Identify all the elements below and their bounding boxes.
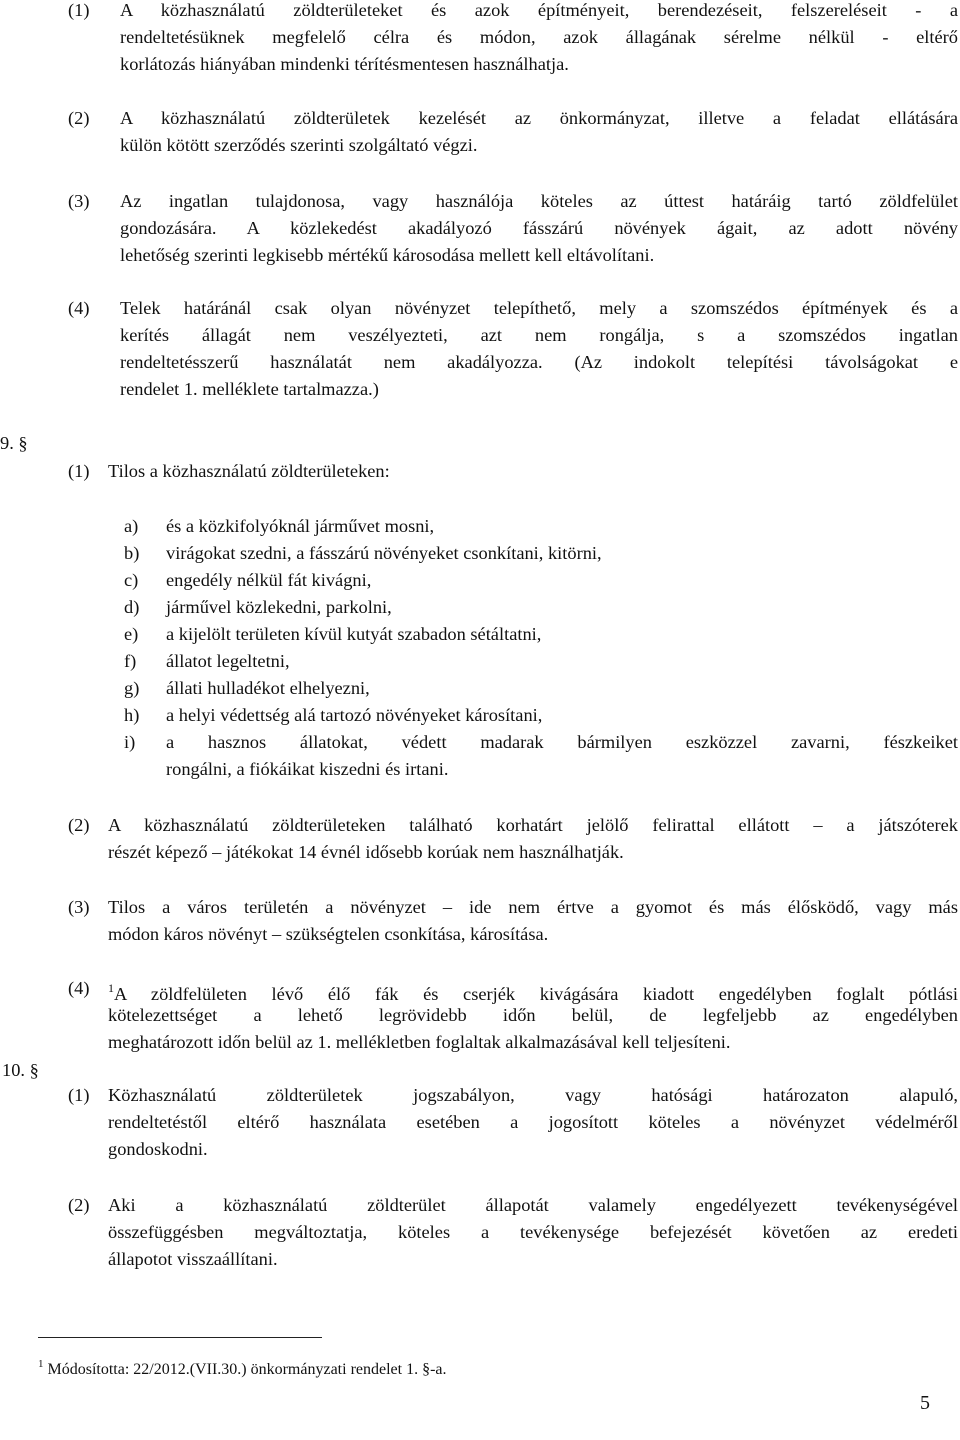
paragraph-number: (2) bbox=[68, 815, 90, 835]
list-text: járművel közlekedni, parkolni, bbox=[166, 597, 392, 617]
text-line: rendeltetéstől eltérő használata esetében a jogosított köteles a növényzet védelméről bbox=[108, 1112, 958, 1132]
paragraph-number: (1) bbox=[68, 1085, 90, 1105]
list-text: a hasznos állatokat, védett madarak bármilyen eszközzel zavarni, fészkeiket bbox=[166, 732, 958, 752]
paragraph-number: (3) bbox=[68, 191, 90, 211]
text-line: részét képező – játékokat 14 évnél idősebb korúak nem használhatják. bbox=[108, 842, 624, 862]
list-text-continued: rongálni, a fiókáikat kiszedni és irtani. bbox=[166, 759, 449, 779]
list-label: c) bbox=[124, 570, 139, 590]
text-line: A közhasználatú zöldterületeken található korhatárt jelölő felirattal ellátott – a játszóterek bbox=[108, 815, 958, 835]
text-line: A közhasználatú zöldterületek kezelését az önkormányzat, illetve a feladat ellátására bbox=[120, 108, 958, 128]
list-text: és a közkifolyóknál járművet mosni, bbox=[166, 516, 435, 536]
list-text: állatot legeltetni, bbox=[166, 651, 290, 671]
text-line: Aki a közhasználatú zöldterület állapotát valamely engedélyezett tevékenységével bbox=[108, 1195, 958, 1215]
text-line: rendeltetésszerű használatát nem akadályozza. (Az indokolt telepítési távolságokat e bbox=[120, 352, 958, 372]
text-line-with-ref bbox=[108, 975, 958, 1002]
footnote-divider bbox=[38, 1337, 322, 1338]
list-label: f) bbox=[124, 651, 137, 671]
list-text: a helyi védettség alá tartozó növényeket károsítani, bbox=[166, 705, 543, 725]
list-label: a) bbox=[124, 516, 139, 536]
paragraph-number: (3) bbox=[68, 897, 90, 917]
text-line: Tilos a közhasználatú zöldterületeken: bbox=[108, 461, 390, 481]
text-line: összefüggésben megváltoztatja, köteles a tevékenysége befejezését követően az eredeti bbox=[108, 1222, 958, 1242]
footnote bbox=[38, 1354, 447, 1380]
text-line: Tilos a város területén a növényzet – ide nem értve a gyomot és más élősködő, vagy más bbox=[108, 897, 958, 917]
paragraph-10-2 bbox=[68, 1192, 958, 1273]
list-text: engedély nélkül fát kivágni, bbox=[166, 570, 372, 590]
text-line: állapotot visszaállítani. bbox=[108, 1249, 278, 1269]
section-number-10: 10. § bbox=[2, 1060, 39, 1080]
text-line: A zöldfelületen lévő élő fák és cserjék kivágására kiadott engedélyben foglalt pótlási bbox=[114, 984, 958, 1004]
paragraph-9-1 bbox=[68, 458, 958, 485]
list-label: h) bbox=[124, 705, 140, 725]
footnote-mark: 1 bbox=[38, 1358, 44, 1370]
paragraph-number: (2) bbox=[68, 1195, 90, 1215]
list-item bbox=[124, 729, 958, 783]
paragraph-9-2 bbox=[68, 812, 958, 866]
paragraph-number: (4) bbox=[68, 978, 90, 998]
paragraph-9-3 bbox=[68, 894, 958, 948]
footnote-text: Módosította: 22/2012.(VII.30.) önkormányzati rendelet 1. §-a. bbox=[47, 1361, 447, 1378]
footnote-reference[interactable]: 1 bbox=[108, 981, 114, 995]
section-number-9: 9. § bbox=[0, 433, 28, 453]
text-line: külön kötött szerződés szerinti szolgáltató végzi. bbox=[120, 135, 478, 155]
text-line: korlátozás hiányában mindenki térítésmentesen használhatja. bbox=[120, 54, 569, 74]
text-line: Telek határánál csak olyan növényzet telepíthető, mely a szomszédos építmények és a bbox=[120, 298, 958, 318]
list-label: e) bbox=[124, 624, 139, 644]
paragraph-number: (2) bbox=[68, 108, 90, 128]
paragraph-8-3 bbox=[68, 188, 958, 269]
paragraph-number: (1) bbox=[68, 461, 90, 481]
list-label: g) bbox=[124, 678, 140, 698]
paragraph-10-1 bbox=[68, 1082, 958, 1163]
text-line: gondoskodni. bbox=[108, 1139, 208, 1159]
text-line: kötelezettséget a lehető legrövidebb időn belül, de legfeljebb az engedélyben bbox=[108, 1005, 958, 1025]
paragraph-number: (1) bbox=[68, 0, 90, 20]
list-text: virágokat szedni, a fásszárú növényeket csonkítani, kitörni, bbox=[166, 543, 602, 563]
text-line: Az ingatlan tulajdonosa, vagy használója köteles az úttest határáig tartó zöldfelület bbox=[120, 191, 958, 211]
text-line: lehetőség szerinti legkisebb mértékű károsodása mellett kell eltávolítani. bbox=[120, 245, 655, 265]
text-line: Közhasználatú zöldterületek jogszabályon, vagy hatósági határozaton alapuló, bbox=[108, 1085, 958, 1105]
paragraph-9-4 bbox=[68, 975, 958, 1056]
text-line: rendeltetésüknek megfelelő célra és módon, azok állagának sérelme nélkül - eltérő bbox=[120, 27, 958, 47]
text-line: rendelet 1. melléklete tartalmazza.) bbox=[120, 379, 379, 399]
paragraph-number: (4) bbox=[68, 298, 90, 318]
list-label: i) bbox=[124, 732, 136, 752]
list-label: d) bbox=[124, 597, 140, 617]
list-text: a kijelölt területen kívül kutyát szabadon sétáltatni, bbox=[166, 624, 542, 644]
paragraph-8-2 bbox=[68, 105, 958, 159]
list-text: állati hulladékot elhelyezni, bbox=[166, 678, 370, 698]
text-line: meghatározott időn belül az 1. mellékletben foglaltak alkalmazásával kell teljesíteni. bbox=[108, 1032, 731, 1052]
list-label: b) bbox=[124, 543, 140, 563]
text-line: A közhasználatú zöldterületeket és azok építményeit, berendezéseit, felszereléseit - a bbox=[120, 0, 958, 20]
text-line: gondozására. A közlekedést akadályozó fásszárú növények ágait, az adott növény bbox=[120, 218, 958, 238]
text-line: módon káros növényt – szükségtelen csonkítása, károsítása. bbox=[108, 924, 549, 944]
paragraph-8-4 bbox=[68, 295, 958, 403]
text-line: kerítés állagát nem veszélyezteti, azt nem rongálja, s a szomszédos ingatlan bbox=[120, 325, 958, 345]
page-number: 5 bbox=[920, 1392, 930, 1414]
paragraph-8-1 bbox=[68, 0, 958, 78]
